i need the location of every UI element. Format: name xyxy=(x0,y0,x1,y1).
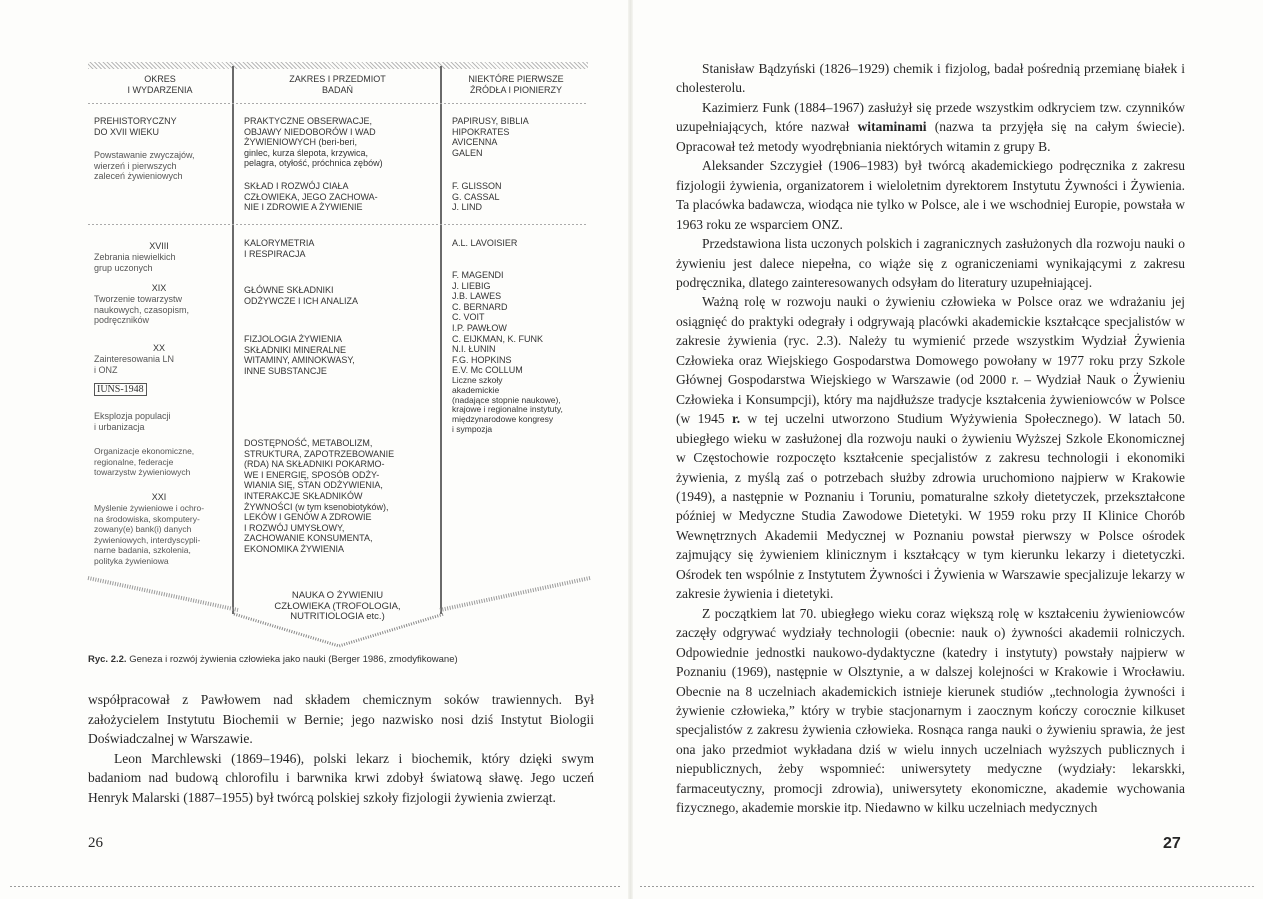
figure-caption xyxy=(88,654,458,665)
period-20th-note-3: Organizacje ekonomiczne, regionalne, federacje towarzystw żywieniowych xyxy=(94,446,195,478)
period-19th: XIX xyxy=(151,283,167,293)
left-page xyxy=(0,0,630,899)
right-paragraph-3: Aleksander Szczygieł (1906–1983) był twórcą akademickiego podręcznika z zakresu fizjologii żywienia, organizatorem i wieloletnim dyrektorem Instytutu Żywności i Żywienia. Ta placówka badawcza, wiodąca nie tylko w Polsce, ale i we wschodniej Europie, powstała w 1963 roku ze wsparciem ONZ. xyxy=(676,158,1185,232)
vitamins-term: witaminami xyxy=(857,119,927,135)
figure-divider-1 xyxy=(232,66,234,614)
funnel-left-edge xyxy=(88,578,238,610)
scope-physiology: FIZJOLOGIA ŻYWIENIA SKŁADNIKI MINERALNE WITAMINY, AMINOKWASY, INNE SUBSTANCJE xyxy=(244,334,355,376)
right-paragraph-1: Stanisław Bądzyński (1826–1929) chemik i fizjolog, badał pośrednią przemianę białek i cholesterolu. xyxy=(676,61,1185,96)
left-footer-rule xyxy=(10,886,620,887)
scope-nutrients: GŁÓWNE SKŁADNIKI ODŻYWCZE I ICH ANALIZA xyxy=(244,285,359,306)
figure-rule-1 xyxy=(88,224,588,225)
period-prehistory-note: Powstawanie zwyczajów, wierzeń i pierwszych zaleceń żywieniowych xyxy=(94,150,195,182)
scope-body: SKŁAD I ROZWÓJ CIAŁA CZŁOWIEKA, JEGO ZACHOWA- NIE I ZDROWIE A ŻYWIENIE xyxy=(244,181,378,213)
header-period: OKRES I WYDARZENIA xyxy=(127,74,193,95)
period-19th-note: Tworzenie towarzystw naukowych, czasopism, podręczników xyxy=(94,294,190,326)
page-number-right: 27 xyxy=(1163,835,1181,852)
right-body-text xyxy=(676,59,1185,818)
right-paragraph-5: Ważną rolę w rozwoju nauki o żywieniu człowieka w Polsce oraz we wdrażaniu jej osiągnięć do praktyki odegrały i odgrywają placówki akademickie kształcące specjalistów w zakresie żywienia (ryc. 2.3). Należy tu wymienić przede wszystkim Wydział Żywienia Człowieka oraz Wiejskiego Gospodarstwa Domowego powołany w 1977 roku przy Szkole Głównej Gospodarstwa Wiejskiego w Warszawie (od 2000 r. – Wydział Nauk o Żywieniu Człowieka i Konsumpcji), który ma najdłuższe tradycje kształcenia żywieniowców w Polsce (w 1945 r. w tej uczelni utworzono Studium Wyżywienia Społecznego). W latach 50. ubiegłego wieku w zasłużonej dla rozwoju nauki o żywieniu Wyższej Szkole Ekonomicznej w Częstochowie rozpoczęto kształcenie specjalistów z zakresu technologii i ekonomiki żywienia, z myślą zaś o potrzebach służby zdrowia uruchomiono najpierw w Krakowie (1949), a następnie w Poznaniu i Toruniu, pomaturalne szkoły dietetyczek, przekształcone później w Medyczne Studia Zawodowe Dietetyki. W 1959 roku przy II Klinice Chorób Wewnętrznych Akademii Medycznej w Poznaniu powstał pierwszy w Polsce ośrodek zajmujący się żywieniem klinicznym i kształcący w tym kierunku lekarzy i dietetyczki. Ośrodek ten wspólnie z Instytutem Żywności i Żywienia w Warszawie specjalizuje lekarzy w zakresie żywienia i dietetyki. xyxy=(676,294,1185,602)
pioneers-schools: Liczne szkoły akademickie (nadające stopnie naukowe), krajowe i regionalne instytuty, międzynarodowe kongresy i sympozja xyxy=(452,375,563,434)
pioneers-lavoisier: A.L. LAVOISIER xyxy=(452,238,518,248)
pioneers-17th: F. GLISSON G. CASSAL J. LIND xyxy=(452,181,502,213)
right-paragraph-4: Przedstawiona lista uczonych polskich i zagranicznych zasłużonych dla rozwoju nauki o żywieniu jest dalece niepełna, co wiąże się z ograniczeniami wynikającymi z zakresu podręcznika, dlatego zainteresowanych odsyłam do literatury uzupełniającej. xyxy=(676,236,1185,290)
scope-modern: DOSTĘPNOŚĆ, METABOLIZM, STRUKTURA, ZAPOTRZEBOWANIE (RDA) NA SKŁADNIKI POKARMO- WE I ENERGIĘ, SPOSÓB ODŻY- WIANIA SIĘ, STAN ODŻYWIENIA, INTERAKCJE SKŁADNIKÓW ŻYWNOŚCI (w tym ksenobiotyków), LEKÓW I GENÓW A ZDROWIE I ROZWÓJ UMYSŁOWY, ZACHOWANIE KONSUMENTA, EKONOMIKA ŻYWIENIA xyxy=(244,438,395,554)
header-scope: ZAKRES I PRZEDMIOT BADAŃ xyxy=(289,74,386,95)
period-20th: XX xyxy=(152,343,165,353)
page-number-left: 26 xyxy=(88,835,103,851)
period-prehistory: PREHISTORYCZNY DO XVII WIEKU xyxy=(94,116,177,137)
scope-observations: PRAKTYCZNE OBSERWACJE, OBJAWY NIEDOBORÓW I WAD ŻYWIENIOWYCH (beri-beri, ginlec, kurza ślepota, krzywica, pelagra, otyłość, próchnica zębów) xyxy=(244,116,383,169)
funnel-label: NAUKA O ŻYWIENIU CZŁOWIEKA (TROFOLOGIA, NUTRITIOLOGIA etc.) xyxy=(274,590,401,623)
left-body-text xyxy=(88,690,594,808)
period-18th: XVIII xyxy=(149,241,169,251)
left-paragraph-2: Leon Marchlewski (1869–1946), polski lekarz i biochemik, który dzięki swym badaniom nad budową chlorofilu i barwnika krwi zdobył światową sławę. Jego uczeń Henryk Malarski (1887–1955) był twórcą polskiej szkoły fizjologii żywienia zwierząt. xyxy=(88,750,594,805)
figure-header-rule xyxy=(88,103,588,104)
pioneers-ancient: PAPIRUSY, BIBLIA HIPOKRATES AVICENNA GALEN xyxy=(452,116,529,158)
period-21st-note: Myślenie żywieniowe i ochro- na środowiska, skomputery- zowany(e) bank(i) danych żywieniowych, interdyscypli- narne badania, szkolenia, polityka żywieniowa xyxy=(94,503,205,566)
period-20th-note: Zainteresowania LN i ONZ xyxy=(94,354,175,375)
caption-label: Ryc. 2.2. xyxy=(88,654,127,665)
pioneers-19th: F. MAGENDI J. LIEBIG J.B. LAWES C. BERNARD C. VOIT I.P. PAWŁOW C. EIJKMAN, K. FUNK N.I. ŁUNIN F.G. HOPKINS E.V. Mc COLLUM xyxy=(452,270,544,376)
right-paragraph-2: Kazimierz Funk (1884–1967) zasłużył się przede wszystkim odkryciem tzw. czynników uzupełniających, które nazwał witaminami (nazwa ta przyjęła się na całym świecie). Opracował też metody wyodrębniania niektórych witamin z grupy B. xyxy=(676,99,1186,154)
figure-divider-2 xyxy=(440,66,442,614)
period-18th-note: Zebrania niewielkich grup uczonych xyxy=(94,252,176,273)
header-pioneers: NIEKTÓRE PIERWSZE ŹRÓDŁA I PIONIERZY xyxy=(468,74,564,95)
figure-top-border xyxy=(88,62,588,69)
period-20th-note-2: Eksplozja populacji i urbanizacja xyxy=(94,411,171,432)
scope-calorimetry: KALORYMETRIA I RESPIRACJA xyxy=(244,238,315,259)
funnel-right-edge xyxy=(440,578,590,610)
period-21st: XXI xyxy=(151,492,167,502)
right-footer-rule xyxy=(640,886,1255,887)
right-paragraph-6: Z początkiem lat 70. ubiegłego wieku coraz większą rolę w kształceniu żywieniowców zaczęły odgrywać wydziały technologii (obecnie: nauk o) żywności akademii rolniczych. Odpowiednie jednostki naukowo-dydaktyczne (katedry i instytuty) powstały najpierw w Poznaniu (1969), następnie w Olsztynie, a w dalszej kolejności w Krakowie i Wrocławiu. Obecnie na 8 uczelniach akademickich istnieje kierunek studiów „technologia żywności i żywienie człowieka,” który w trybie stacjonarnym i zaocznym kończy corocznie kilkuset specjalistów z zakresu żywienia człowieka. Rosnąca ranga nauki o żywieniu sprawia, że jest ona jako przedmiot wykładana dziś w wielu innych uczelniach wyższych publicznych i niepublicznych, żeby wspomnieć: uniwersytety medyczne (wydziały: lekarskki, farmaceutyczny, promocji zdrowia), uniwersytety ekonomiczne, akademie wychowania fizycznego, akademie morskie itp. Niedawno w kilku uczelniach medycznych xyxy=(676,605,1185,816)
iuns-badge: IUNS-1948 xyxy=(94,381,147,396)
caption-text: Geneza i rozwój żywienia człowieka jako nauki (Berger 1986, zmodyfikowane) xyxy=(129,654,458,665)
book-gutter xyxy=(628,0,633,899)
left-paragraph-1: współpracował z Pawłowem nad składem chemicznym soków trawiennych. Był założycielem Instytutu Biochemii w Bernie; jego nazwisko nosi dziś Instytut Biologii Doświadczalnej w Warszawie. xyxy=(88,692,594,747)
